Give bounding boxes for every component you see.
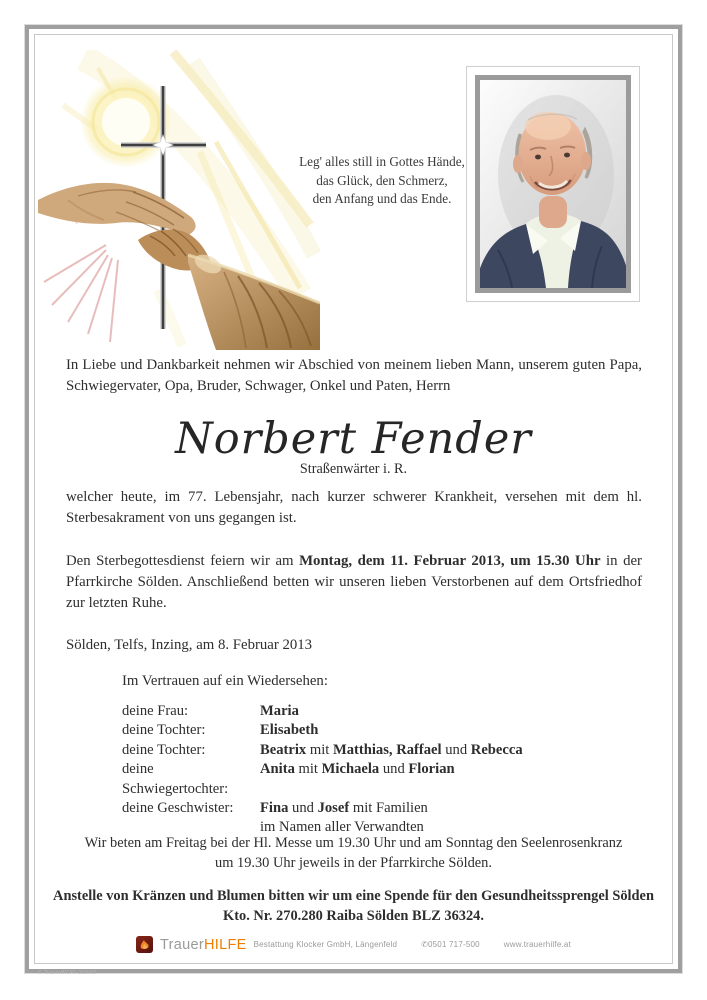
family-names: Beatrix mit Matthias, Raffael und Rebecca <box>260 741 523 758</box>
footer <box>0 936 707 953</box>
family-row <box>122 721 592 740</box>
robe-sleeve <box>188 251 320 350</box>
sun-glow <box>80 76 172 168</box>
prayer-line: Wir beten am Freitag bei der Hl. Messe um 19.30 Uhr und am Sonntag den Seelenrosenkranz <box>84 835 623 851</box>
family-row <box>122 799 592 818</box>
poem-line: den Anfang und das Ende. <box>312 191 452 207</box>
family-row <box>122 702 592 721</box>
family-relation: deine Tochter: <box>122 722 206 739</box>
family-names: im Namen aller Verwandten <box>260 819 424 836</box>
donation-line: Kto. Nr. 270.280 Raiba Sölden BLZ 36324. <box>223 908 484 924</box>
family-list <box>122 702 592 838</box>
prayer-line: um 19.30 Uhr jeweils in der Pfarrkirche Sölden. <box>215 855 492 871</box>
family-relation: deine Frau: <box>122 703 189 719</box>
brand-wordmark <box>160 937 247 953</box>
family-names: Elisabeth <box>260 722 319 739</box>
company-name: Bestattung Klocker GmbH, Längenfeld <box>253 940 398 949</box>
phone-number: ✆0501 717-500 <box>421 940 480 949</box>
trauerhilfe-logo-icon <box>136 936 153 953</box>
family-names: Fina und Josef mit Familien <box>260 800 428 817</box>
dateline: Sölden, Telfs, Inzing, am 8. Februar 2013 <box>66 637 313 653</box>
family-relation: deine Tochter: <box>122 741 206 758</box>
farewell-heading: Im Vertrauen auf ein Wiedersehen: <box>122 673 328 689</box>
poem-line: Leg' alles still in Gottes Hände, <box>299 154 465 169</box>
family-relation: deine Geschwister: <box>122 800 234 817</box>
poem <box>262 153 502 209</box>
prayer-notice <box>40 833 667 873</box>
family-names: Anita mit Michaela und Florian <box>260 761 455 778</box>
service-paragraph: Den Sterbegottesdienst feiern wir am Montag, dem 11. Februar 2013, um 15.30 Uhr in der Pfarrkirche Sölden. Anschließend betten wir unseren lieben Verstorbenen auf dem Ortsfriedhof zur letzten Ruhe. <box>66 553 642 611</box>
family-names: Maria <box>260 703 299 719</box>
deceased-name: Norbert Fender <box>175 414 532 464</box>
donation-line: Anstelle von Kränzen und Blumen bitten wir um eine Spende für den Gesundheitssprengel Sölden <box>53 888 654 904</box>
family-row <box>122 760 592 799</box>
flame-icon <box>139 939 150 950</box>
website-url: www.trauerhilfe.at <box>503 940 571 949</box>
brand-suffix: HILFE <box>203 936 247 953</box>
obituary-paragraph: welcher heute, im 77. Lebensjahr, nach kurzer schwerer Krankheit, versehen mit dem hl. Sterbesakrament von uns gegangen ist. <box>66 489 642 526</box>
brand-prefix: Trauer <box>160 936 204 953</box>
upper-hand <box>38 183 196 235</box>
family-relation: deine Schwiegertochter: <box>122 761 229 797</box>
deceased-title: Straßenwärter i. R. <box>299 461 408 477</box>
fine-print: © TrauerHILFE 303/02 <box>38 970 97 976</box>
family-row <box>122 741 592 760</box>
poem-line: das Glück, den Schmerz, <box>316 172 448 188</box>
intro-paragraph: In Liebe und Dankbarkeit nehmen wir Abschied von meinem lieben Mann, unserem guten Papa, Schwiegervater, Opa, Bruder, Schwager, Onkel und Paten, Herrn <box>66 357 642 394</box>
donation-notice <box>40 886 667 926</box>
